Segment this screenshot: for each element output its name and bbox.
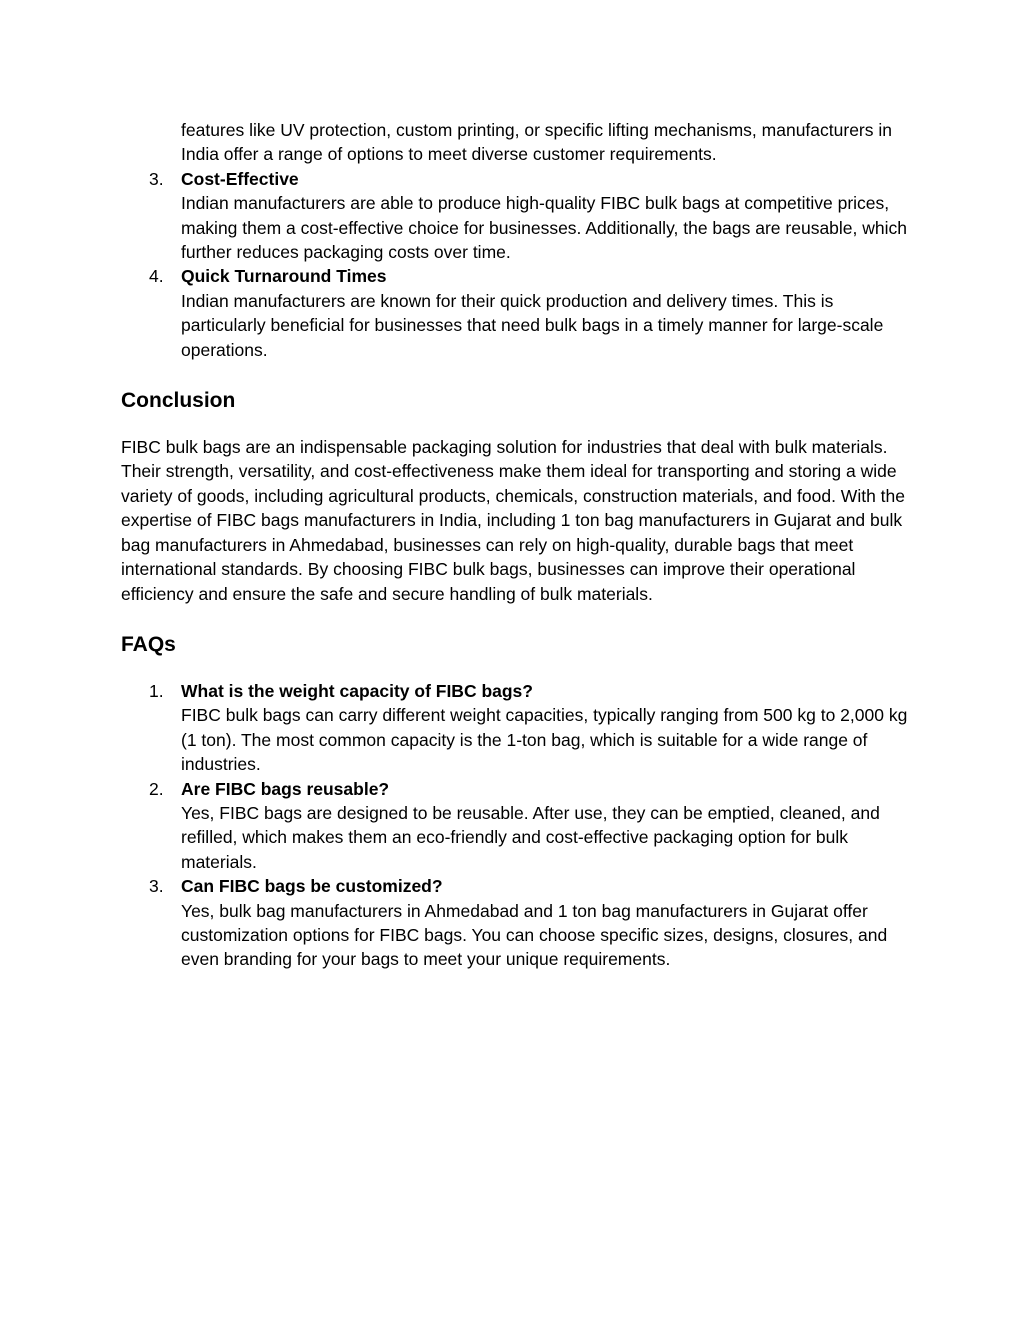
list-number: 1. xyxy=(149,680,164,701)
conclusion-paragraph: FIBC bulk bags are an indispensable packaging solution for industries that deal with bulk materials. Their strength, versatility, and cost-effectiveness make them ideal for transporting and storing a wide variety of goods, including agricultural products, chemicals, construction materials, and food. With the expertise of FIBC bags manufacturers in India, including 1 ton bag manufacturers in Gujarat and bulk bag manufacturers in Ahmedabad, businesses can rely on high-quality, durable bags that meet international standards. By choosing FIBC bulk bags, businesses can improve their operational efficiency and ensure the safe and secure handling of bulk materials. xyxy=(121,437,905,604)
list-item-body: Indian manufacturers are able to produce high-quality FIBC bulk bags at competitive prices, making them a cost-effective choice for businesses. Additionally, the bags are reusable, which further reduces packaging costs over time. xyxy=(181,193,907,263)
faq-answer: Yes, FIBC bags are designed to be reusable. After use, they can be emptied, cleaned, and refilled, which makes them an eco-friendly and cost-effective packaging option for bulk materials. xyxy=(181,802,880,872)
faq-question: What is the weight capacity of FIBC bags? xyxy=(181,680,533,701)
list-number: 4. xyxy=(149,266,164,287)
benefits-list xyxy=(121,167,911,362)
list-item-title: Quick Turnaround Times xyxy=(181,266,387,287)
faq-item xyxy=(121,777,911,875)
section-heading-conclusion: Conclusion xyxy=(121,389,236,413)
faq-question: Can FIBC bags be customized? xyxy=(181,876,443,897)
list-number: 2. xyxy=(149,778,164,799)
faq-item xyxy=(121,679,911,777)
list-item-body: features like UV protection, custom printing, or specific lifting mechanisms, manufacturers in India offer a range of options to meet diverse customer requirements. xyxy=(181,120,892,165)
faq-item xyxy=(121,874,911,972)
list-item xyxy=(121,167,911,265)
faq-question: Are FIBC bags reusable? xyxy=(181,778,390,799)
section-heading-faqs: FAQs xyxy=(121,632,176,656)
document-page xyxy=(121,118,911,972)
list-number: 3. xyxy=(149,876,164,897)
list-item xyxy=(121,264,911,362)
list-item-body: Indian manufacturers are known for their quick production and delivery times. This is particularly beneficial for businesses that need bulk bags in a timely manner for large-scale operations. xyxy=(181,290,884,360)
faq-list xyxy=(121,679,911,972)
list-item-title: Cost-Effective xyxy=(181,168,299,189)
faq-answer: FIBC bulk bags can carry different weight capacities, typically ranging from 500 kg to 2,000 kg (1 ton). The most common capacity is the 1-ton bag, which is suitable for a wide range of industries. xyxy=(181,705,908,775)
list-number: 3. xyxy=(149,168,164,189)
list-item-continuation xyxy=(121,118,911,167)
faq-answer: Yes, bulk bag manufacturers in Ahmedabad and 1 ton bag manufacturers in Gujarat offer customization options for FIBC bags. You can choose specific sizes, designs, closures, and even branding for your bags to meet your unique requirements. xyxy=(181,900,888,970)
